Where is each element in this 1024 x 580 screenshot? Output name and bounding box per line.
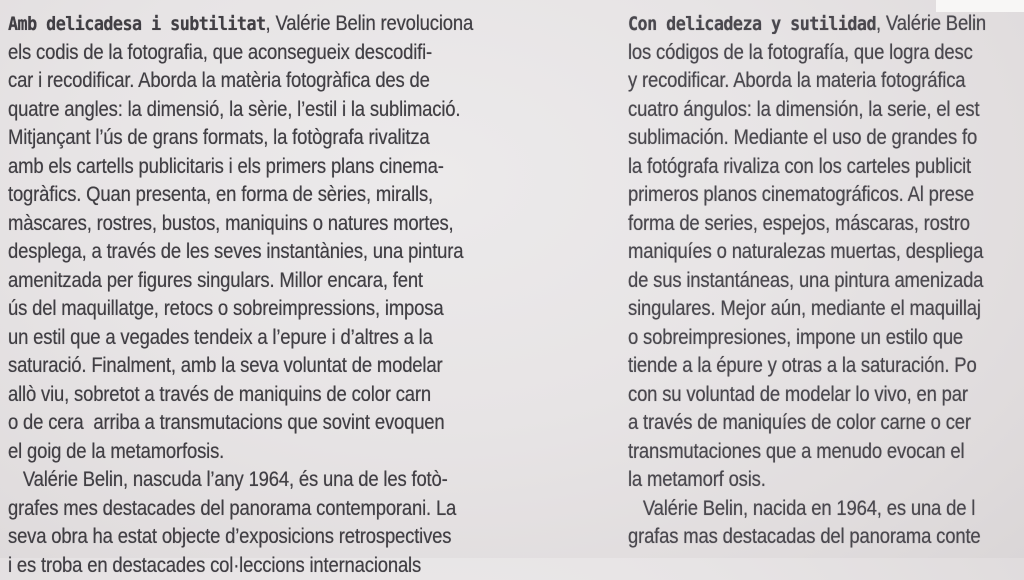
text-line: desplega, a través de les seves instantànies, una pintura [8, 238, 554, 267]
catalan-text-column [8, 10, 554, 580]
text-line: ús del maquillatge, retocs o sobreimpressions, imposa [8, 295, 554, 324]
text-line: sublimación. Mediante el uso de grandes fo [628, 124, 1024, 153]
text-line-lead [628, 10, 1024, 39]
text-line: grafas mas destacadas del panorama conte [628, 523, 1024, 552]
text-line: quatre angles: la dimensió, la sèrie, l’estil i la sublimació. [8, 96, 554, 125]
text-line: singulares. Mejor aún, mediante el maquillaj [628, 295, 1024, 324]
text-line: o de cera arriba a transmutacions que sovint evoquen [8, 409, 554, 438]
text-line: un estil que a vegades tendeix a l’epure i d’altres a la [8, 324, 554, 353]
catalan-body-lines [8, 39, 554, 580]
text-line: con su voluntad de modelar lo vivo, en par [628, 381, 1024, 410]
text-line: amb els cartells publicitaris i els primers plans cinema- [8, 153, 554, 182]
text-line: i es troba en destacades col·leccions internacionals [8, 552, 554, 580]
text-line: grafes mes destacades del panorama contemporani. La [8, 495, 554, 524]
text-line: la metamorf osis. [628, 466, 1024, 495]
text-line: tiende a la épure y otras a la saturación. Po [628, 352, 1024, 381]
spanish-text-column [628, 10, 1024, 552]
text-line: el goig de la metamorfosis. [8, 438, 554, 467]
spanish-body-lines [628, 39, 1024, 552]
text-line: forma de series, espejos, máscaras, rostro [628, 210, 1024, 239]
text-line: Valérie Belin, nacida en 1964, es una de l [628, 495, 1024, 524]
text-line: allò viu, sobretot a través de maniquins de color carn [8, 381, 554, 410]
text-line: Valérie Belin, nascuda l’any 1964, és una de les fotò- [8, 466, 554, 495]
lead-rest-text: , Valérie Belin [876, 12, 986, 35]
text-line: amenitzada per figures singulars. Millor encara, fent [8, 267, 554, 296]
text-line: màscares, rostres, bustos, maniquins o natures mortes, [8, 210, 554, 239]
lead-rest-text: , Valérie Belin revoluciona [266, 12, 474, 35]
text-line: o sobreimpresiones, impone un estilo que [628, 324, 1024, 353]
text-line: els codis de la fotografia, que aconsegueix descodifi- [8, 39, 554, 68]
text-line: a través de maniquíes de color carne o cer [628, 409, 1024, 438]
text-line: seva obra ha estat objecte d’exposicions retrospectives [8, 523, 554, 552]
text-line: los códigos de la fotografía, que logra desc [628, 39, 1024, 68]
lead-in-bold-text: Amb delicadesa i subtilitat [8, 13, 266, 35]
text-line: togràfics. Quan presenta, en forma de sèries, miralls, [8, 181, 554, 210]
text-line: cuatro ángulos: la dimensión, la serie, el est [628, 96, 1024, 125]
text-line: la fotógrafa rivaliza con los carteles publicit [628, 153, 1024, 182]
lead-in-bold-text: Con delicadeza y sutilidad [628, 13, 876, 35]
text-line-lead [8, 10, 554, 39]
text-line: de sus instantáneas, una pintura amenizada [628, 267, 1024, 296]
text-line: y recodificar. Aborda la materia fotográfica [628, 67, 1024, 96]
text-line: transmutaciones que a menudo evocan el [628, 438, 1024, 467]
text-line: maniquíes o naturalezas muertas, despliega [628, 238, 1024, 267]
text-line: Mitjançant l’ús de grans formats, la fotògrafa rivalitza [8, 124, 554, 153]
text-line: saturació. Finalment, amb la seva voluntat de modelar [8, 352, 554, 381]
text-line: car i recodificar. Aborda la matèria fotogràfica des de [8, 67, 554, 96]
text-line: primeros planos cinematográficos. Al prese [628, 181, 1024, 210]
